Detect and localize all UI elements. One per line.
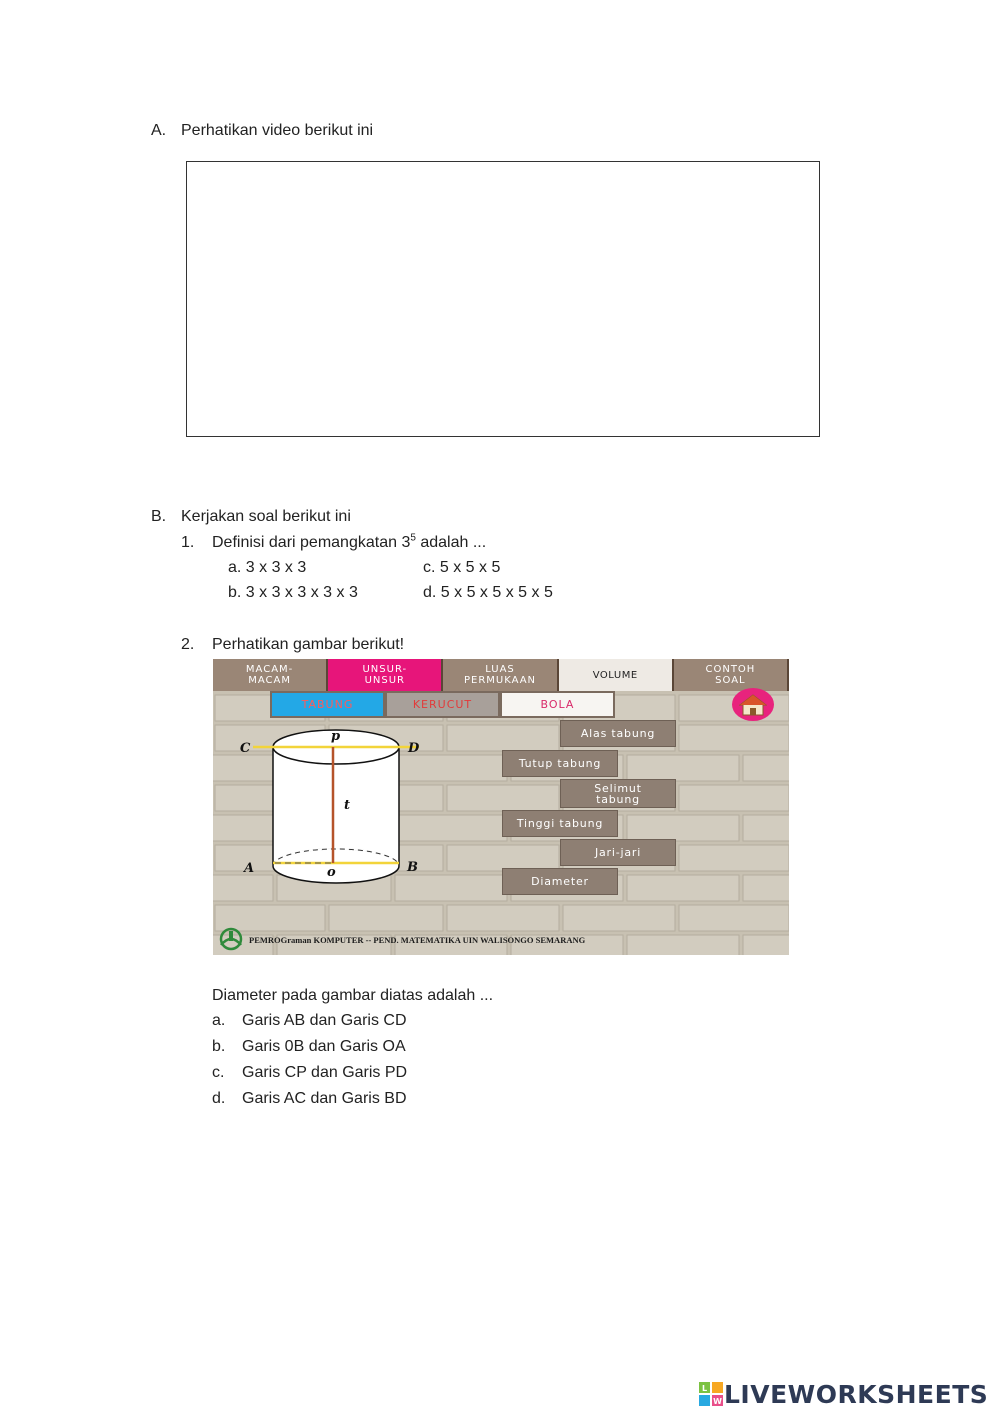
topic-navbar	[213, 659, 789, 691]
nav-tab-luas-line1: LUAS	[485, 664, 515, 675]
point-c-label: C	[240, 741, 251, 756]
point-a-label: A	[244, 861, 255, 876]
label-jari-jari[interactable]: Jari-jari	[560, 839, 676, 866]
liveworksheets-logo-icon	[698, 1381, 724, 1407]
q2-question: Diameter pada gambar diatas adalah ...	[212, 987, 494, 1004]
university-logo-icon	[216, 927, 246, 951]
q2-option-d[interactable]: Garis AC dan Garis BD	[242, 1090, 407, 1107]
q1-text-before: Definisi dari pemangkatan 3	[212, 534, 411, 551]
q2-text: Perhatikan gambar berikut!	[212, 636, 405, 653]
video-placeholder[interactable]	[186, 161, 820, 437]
q1-option-a[interactable]: a. 3 x 3 x 3	[228, 559, 307, 576]
nav-tab-macam[interactable]	[213, 659, 328, 691]
home-icon	[739, 693, 767, 717]
liveworksheets-brand	[698, 1377, 988, 1411]
subtab-kerucut[interactable]: KERUCUT	[385, 691, 500, 718]
nav-tab-luas-line2: PERMUKAAN	[463, 675, 537, 686]
section-b-instruction: Kerjakan soal berikut ini	[181, 508, 351, 525]
q2-option-c[interactable]: Garis CP dan Garis PD	[242, 1064, 408, 1081]
section-a-marker: A.	[151, 122, 167, 139]
q2-option-c-letter: c.	[212, 1064, 225, 1081]
q1-question	[212, 534, 486, 552]
label-alas-tabung[interactable]: Alas tabung	[560, 720, 676, 747]
cylinder-diagram	[253, 730, 419, 883]
label-selimut-tabung[interactable]	[560, 779, 676, 808]
label-tutup-tabung[interactable]: Tutup tabung	[502, 750, 618, 777]
nav-tab-luas[interactable]	[443, 659, 558, 691]
label-tinggi-tabung[interactable]: Tinggi tabung	[502, 810, 618, 837]
q2-option-a[interactable]: Garis AB dan Garis CD	[242, 1012, 407, 1029]
logo-letter-l: L	[701, 1384, 708, 1393]
point-o-label: o	[327, 865, 336, 880]
subtab-bola[interactable]: BOLA	[500, 691, 615, 718]
point-p-label: p	[331, 729, 341, 744]
label-selimut-line1: Selimut	[594, 781, 642, 795]
q2-option-b-letter: b.	[212, 1038, 226, 1055]
logo-letter-w: W	[713, 1397, 722, 1406]
nav-tab-volume-label: VOLUME	[592, 669, 638, 681]
nav-tab-contoh[interactable]	[674, 659, 789, 691]
point-b-label: B	[407, 860, 418, 875]
nav-tab-volume[interactable]	[559, 659, 674, 691]
q1-option-b[interactable]: b. 3 x 3 x 3 x 3 x 3	[228, 584, 358, 601]
q2-number: 2.	[181, 636, 195, 653]
nav-tab-unsur[interactable]	[328, 659, 443, 691]
label-selimut-line2: tabung	[596, 792, 640, 806]
q2-option-a-letter: a.	[212, 1012, 226, 1029]
cylinder-figure	[213, 659, 789, 955]
point-d-label: D	[408, 741, 420, 756]
nav-tab-macam-line2: MACAM	[248, 675, 291, 686]
nav-tab-contoh-line2: SOAL	[715, 675, 746, 686]
section-a-instruction: Perhatikan video berikut ini	[181, 122, 374, 139]
q1-option-c[interactable]: c. 5 x 5 x 5	[423, 559, 501, 576]
nav-tab-unsur-line2: UNSUR	[364, 675, 405, 686]
nav-tab-macam-line1: MACAM-	[245, 664, 294, 675]
shape-subtabs	[270, 691, 615, 718]
height-t-label: t	[344, 798, 351, 813]
q1-text-after: adalah ...	[415, 534, 487, 551]
subtab-tabung[interactable]: TABUNG	[270, 691, 385, 718]
nav-tab-unsur-line1: UNSUR-	[362, 664, 408, 675]
figure-footer-credit: PEMROGraman KOMPUTER -- PEND. MATEMATIKA UIN WALISONGO SEMARANG	[249, 935, 586, 945]
section-b-marker: B.	[151, 508, 167, 525]
q2-option-b[interactable]: Garis 0B dan Garis OA	[242, 1038, 406, 1055]
home-button[interactable]	[732, 688, 774, 721]
nav-tab-contoh-line1: CONTOH	[705, 664, 756, 675]
label-diameter[interactable]: Diameter	[502, 868, 618, 895]
q1-number: 1.	[181, 534, 195, 551]
q2-option-d-letter: d.	[212, 1090, 226, 1107]
q1-exponent: 5	[410, 532, 416, 544]
q1-option-d[interactable]: d. 5 x 5 x 5 x 5 x 5	[423, 584, 553, 601]
liveworksheets-wordmark: LIVEWORKSHEETS	[724, 1379, 989, 1409]
